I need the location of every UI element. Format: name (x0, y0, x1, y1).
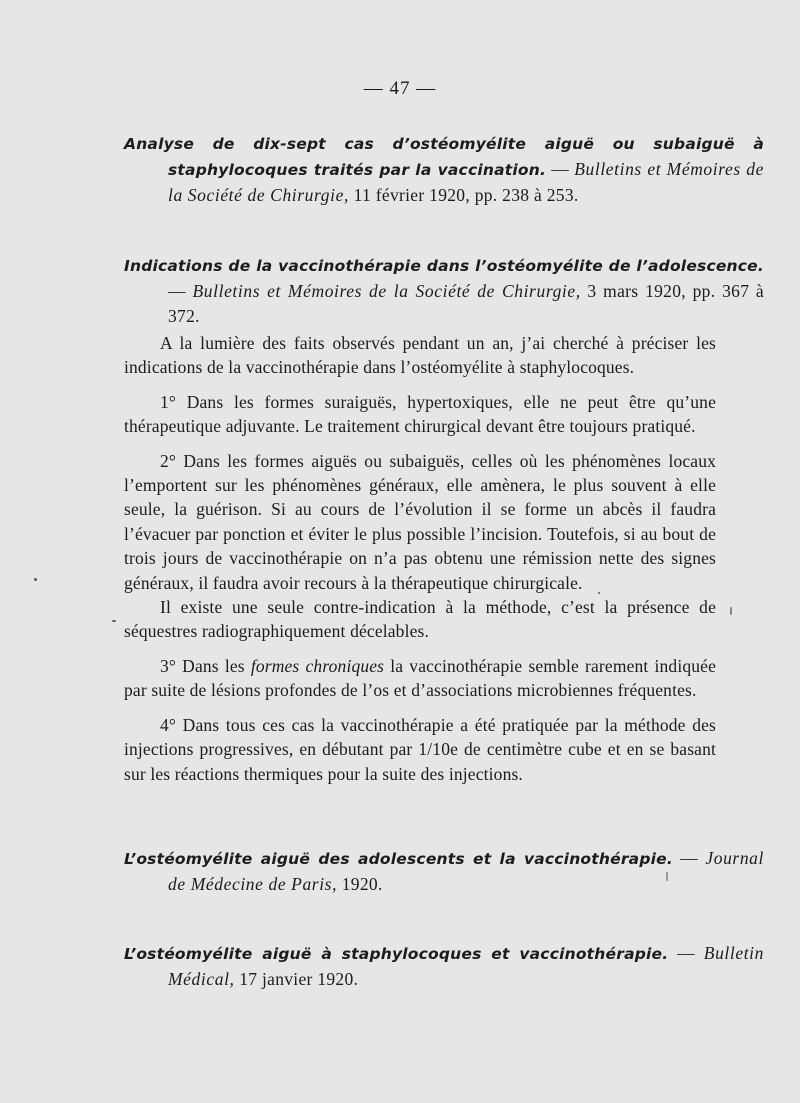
entry-title: L’ostéomyélite aiguë à staphylocoques et vaccinothérapie. (124, 945, 669, 963)
paper-speck (34, 578, 37, 581)
entry-title: Analyse de dix-sept cas d’ostéomyélite aiguë ou subaiguë à staphylocoques traités par la vaccination. (124, 135, 764, 179)
entry-details: 1920. (337, 874, 383, 894)
bibliography-entry (124, 846, 764, 897)
entry-dash: — (672, 848, 706, 868)
paragraph-emphasis: formes chroniques (250, 655, 385, 676)
paragraph: 4° Dans tous ces cas la vaccinothérapie a été pratiquée par la méthode des injections progressives, en débutant par 1/10e de centimètre cube et en se basant sur les réactions thermiques pour la suite des injections. (124, 714, 716, 784)
paragraph: Il existe une seule contre-indication à la méthode, c’est la présence de séquestres radiographiquement décelables. (124, 597, 716, 642)
entry-source: Bulletins et Mémoires de la Société de Chirurgie, (168, 159, 764, 205)
entry-title: Indications de la vaccinothérapie dans l’ostéomyélite de l’adolescence. (124, 257, 764, 275)
paper-speck (730, 607, 732, 615)
entry-source: Bulletins et Mémoires de la Société de Chirurgie, (192, 281, 581, 301)
paper-speck (112, 620, 116, 622)
paragraph-suffix: la vaccinothérapie semble rarement indiquée par suite de lésions profondes de l’os et d’associations microbiennes fréquentes. (124, 655, 716, 701)
bibliography-entry (124, 253, 764, 329)
entry-details: 3 mars 1920, pp. 367 à 372. (168, 281, 764, 326)
entry-dash: — (668, 943, 704, 963)
paragraph: 1° Dans les formes suraiguës, hypertoxiques, elle ne peut être qu’une thérapeutique adjuvante. Le traitement chirurgical devant être toujours pratiqué. (124, 391, 716, 437)
bibliography-entry (124, 941, 764, 992)
entry-dash: — (168, 281, 193, 301)
paper-speck (598, 592, 600, 594)
entry-details: 11 février 1920, pp. 238 à 253. (348, 185, 579, 205)
paper-speck (666, 872, 668, 881)
entry-dash: — (546, 159, 575, 179)
entry-title: L’ostéomyélite aiguë des adolescents et la vaccinothérapie. (124, 850, 673, 868)
entry-source: Bulletin Médical, (168, 943, 764, 989)
entry-source: Journal de Médecine de Paris, (168, 848, 764, 894)
bibliography-entry (124, 131, 764, 208)
entry-details: 17 janvier 1920. (234, 969, 359, 989)
paragraph-prefix: 3° Dans les (160, 655, 251, 676)
body-text (124, 331, 716, 796)
paragraph (124, 654, 716, 703)
paragraph: 2° Dans les formes aiguës ou subaiguës, celles où les phénomènes locaux l’emportent sur les phénomènes généraux, elle amènera, le plus souvent à elle seule, la guérison. Si au cours de l’évolution il se forme un abcès il faudra l’évacuer par ponction et éviter le plus possible l’incision. Toutefois, si au bout de trois jours de vaccinothérapie on n’a pas obtenu une rémission nette des signes généraux, il faudra avoir recours à la thérapeutique chirurgicale. (124, 450, 716, 593)
paragraph: A la lumière des faits observés pendant un an, j’ai cherché à préciser les indications de la vaccinothérapie dans l’ostéomyélite à staphylocoques. (124, 333, 716, 378)
page-number: — 47 — (363, 78, 437, 99)
